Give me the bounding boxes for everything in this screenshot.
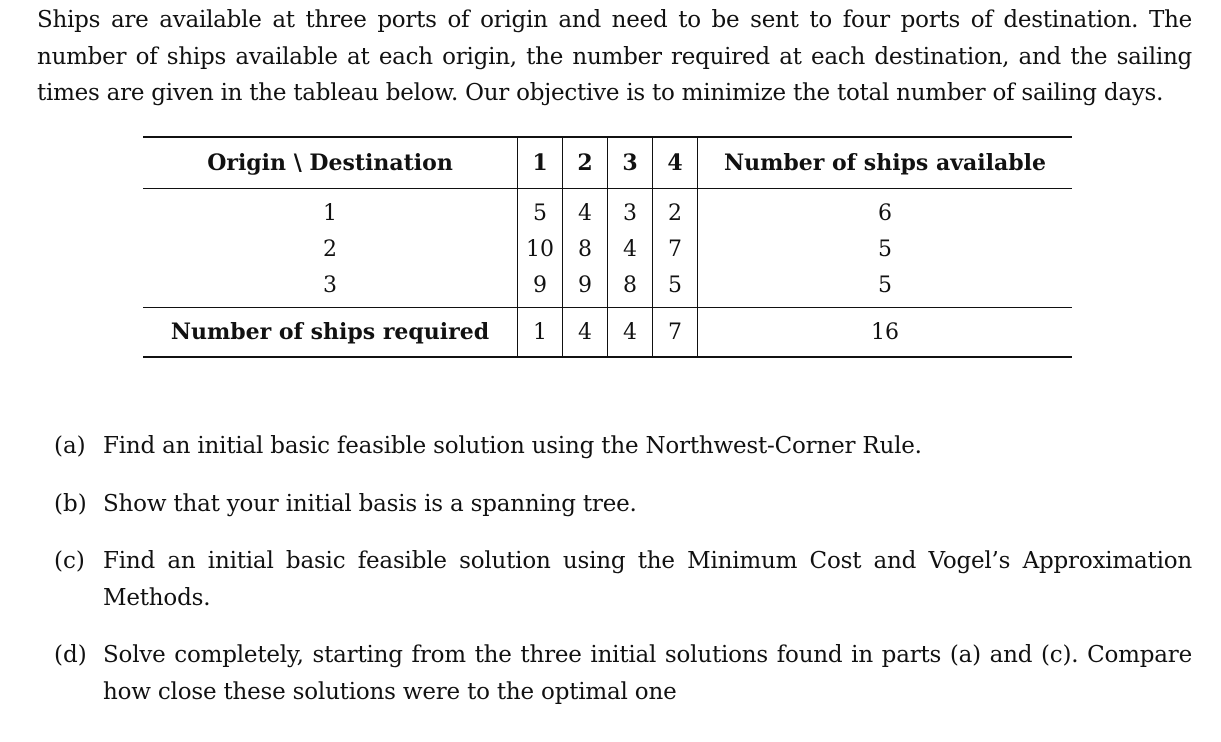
destination-header: 3 bbox=[608, 137, 653, 189]
origin-label: 1 bbox=[323, 200, 337, 226]
question-label: (b) bbox=[54, 490, 87, 517]
cost-cell: 4 bbox=[563, 189, 608, 232]
destination-header: 4 bbox=[653, 137, 698, 189]
origin-label: 3 bbox=[323, 272, 337, 298]
cost-cell: 4 bbox=[608, 231, 653, 267]
destination-header: 1 bbox=[518, 137, 563, 189]
table-row bbox=[143, 267, 1072, 308]
cost-cell: 2 bbox=[653, 189, 698, 232]
question-label: (c) bbox=[54, 548, 85, 574]
question-text: Show that your initial basis is a spanning tree. bbox=[103, 490, 637, 517]
list-item bbox=[54, 637, 1192, 710]
required-row bbox=[143, 308, 1072, 358]
required-cell: 4 bbox=[563, 308, 608, 358]
cost-cell: 3 bbox=[608, 189, 653, 232]
question-list bbox=[54, 428, 1192, 731]
cost-cell: 8 bbox=[563, 231, 608, 267]
tableau-header-row bbox=[143, 137, 1072, 189]
question-label: (a) bbox=[54, 433, 86, 459]
question-label: (d) bbox=[54, 642, 87, 668]
question-text: Find an initial basic feasible solution using the Minimum Cost and Vogel’s Approximation Methods. bbox=[103, 548, 1192, 611]
required-cell: 7 bbox=[653, 308, 698, 358]
cost-cell: 5 bbox=[653, 267, 698, 308]
table-row bbox=[143, 189, 1072, 232]
available-header: Number of ships available bbox=[698, 137, 1073, 189]
cost-cell: 10 bbox=[518, 231, 563, 267]
cost-cell: 9 bbox=[563, 267, 608, 308]
list-item bbox=[54, 543, 1192, 616]
list-item bbox=[54, 486, 1192, 523]
cost-cell: 9 bbox=[518, 267, 563, 308]
origin-label: 2 bbox=[323, 236, 337, 262]
available-cell: 5 bbox=[698, 231, 1073, 267]
question-text: Solve completely, starting from the three initial solutions found in parts (a) and (c). Compare how close these solutions were to the optimal one bbox=[103, 642, 1192, 705]
transportation-tableau bbox=[143, 136, 1072, 358]
cost-cell: 8 bbox=[608, 267, 653, 308]
cost-cell: 7 bbox=[653, 231, 698, 267]
required-cell: 1 bbox=[518, 308, 563, 358]
table-row bbox=[143, 231, 1072, 267]
required-label: Number of ships required bbox=[143, 308, 518, 358]
required-cell: 4 bbox=[608, 308, 653, 358]
list-item bbox=[54, 428, 1192, 465]
available-cell: 6 bbox=[698, 189, 1073, 232]
cost-cell: 5 bbox=[518, 189, 563, 232]
total-cell: 16 bbox=[698, 308, 1073, 358]
corner-header: Origin \ Destination bbox=[143, 137, 518, 189]
destination-header: 2 bbox=[563, 137, 608, 189]
problem-statement: Ships are available at three ports of origin and need to be sent to four ports of destination. The number of ships available at each origin, the number required at each destination, and the sailing times are given in the tableau below. Our objective is to minimize the total number of sailing days. bbox=[37, 7, 1192, 106]
question-text: Find an initial basic feasible solution using the Northwest-Corner Rule. bbox=[103, 433, 922, 459]
available-cell: 5 bbox=[698, 267, 1073, 308]
